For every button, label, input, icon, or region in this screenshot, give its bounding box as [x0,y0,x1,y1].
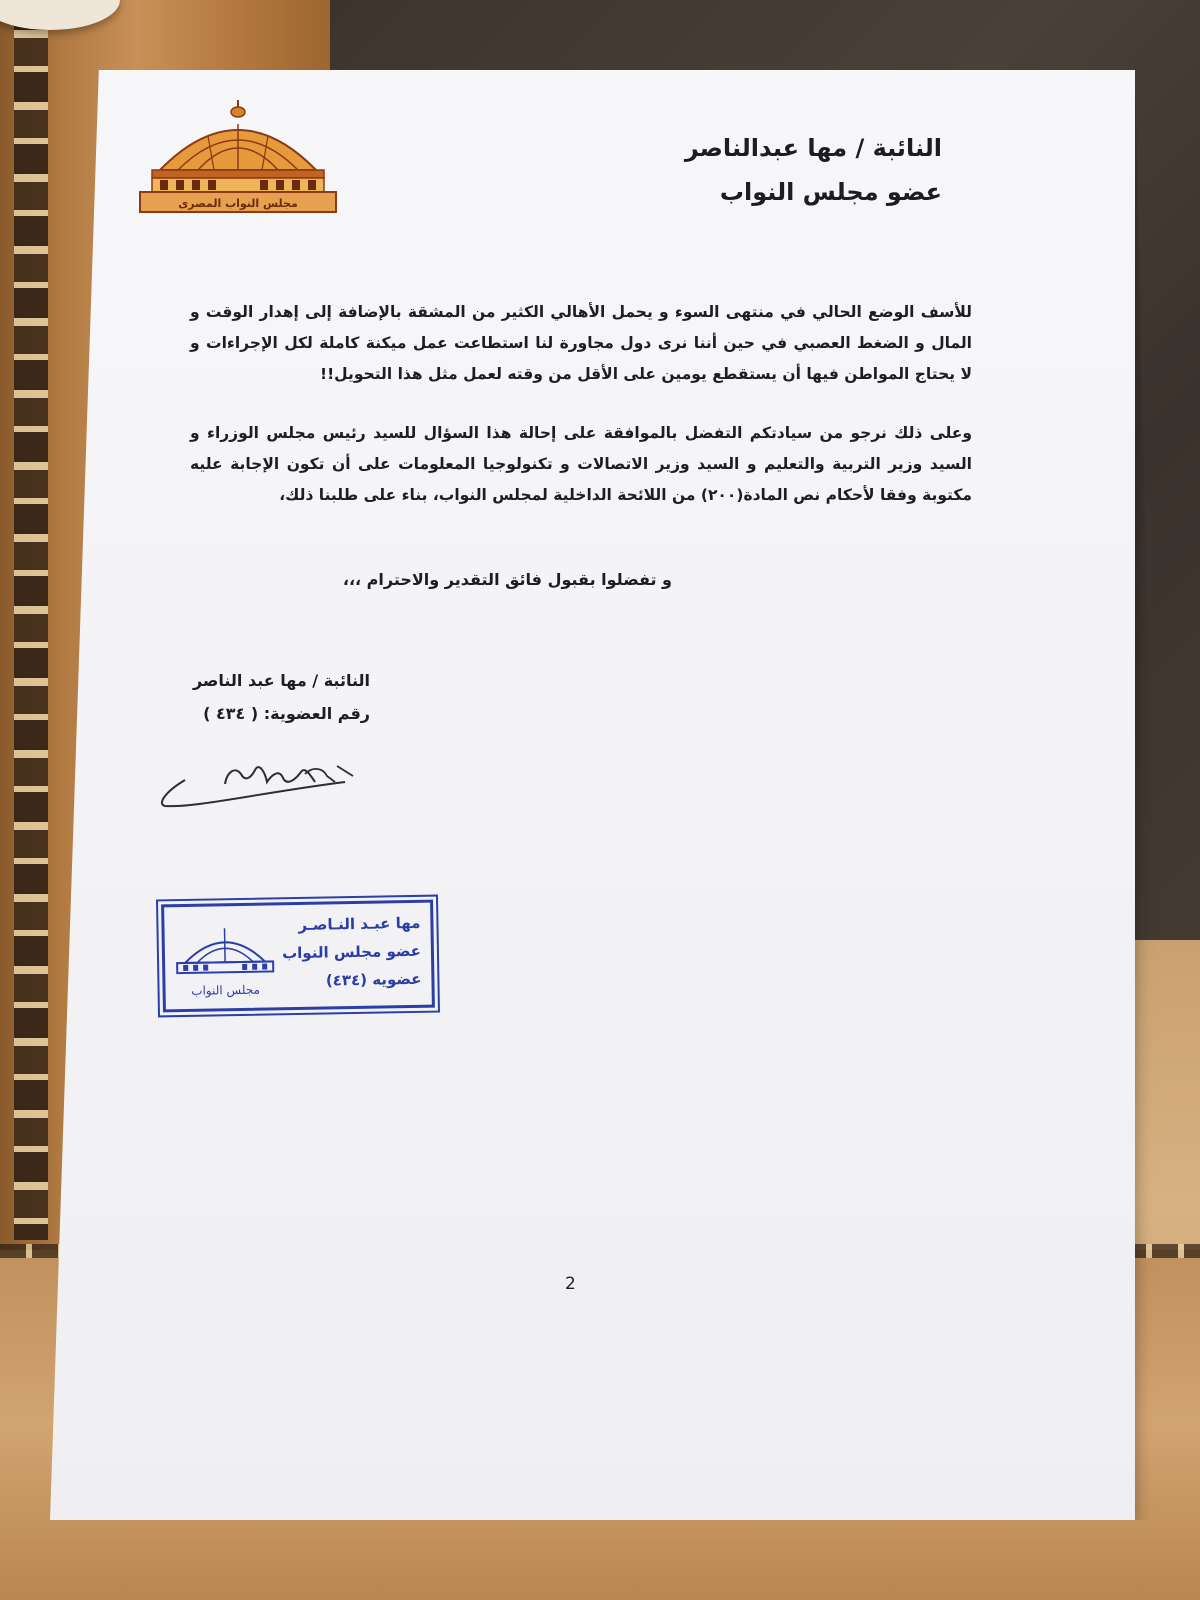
signatory-name: النائبة / مها عبد الناصر [192,671,370,690]
paragraph-2: وعلى ذلك نرجو من سيادتكم التفضل بالموافقة على إحالة هذا السؤال للسيد رئيس مجلس الوزراء و السيد وزير التربية والتعليم و السيد وزير الاتصالات و تكنولوجيا المعلومات على أن تكون الإجابة عليه مكتوبة وفقا لأحكام نص المادة(٢٠٠) من اللائحة الداخلية لمجلس النواب، بناء على طلبنا ذلك، [190,424,972,504]
page-number: 2 [565,1274,576,1294]
membership-number: رقم العضوية: ( ٤٣٤ ) [203,704,370,723]
parliament-logo [138,100,338,216]
stamp-title: عضو مجلس النواب [281,941,422,963]
sender-name: النائبة / مها عبدالناصر [684,134,942,162]
signature-block [180,664,370,730]
sender-title: عضو مجلس النواب [719,178,942,206]
stamp-membership: عضويه (٤٣٤) [325,969,422,990]
handwritten-signature [155,752,365,822]
logo-caption: مجلس النواب المصرى [178,197,298,210]
official-stamp [161,900,435,1013]
table-inlay-vertical [14,0,48,1240]
stamp-name: مها عبـد النـاصـر [298,913,421,934]
stamp-parliament-emblem [172,921,277,1007]
stamp-text [270,909,421,996]
stamp-logo-caption: مجلس النواب [191,982,261,998]
paragraph-1: للأسف الوضع الحالي في منتهى السوء و يحمل الأهالي الكثير من المشقة بالإضافة إلى إهدار الوقت و المال و الضغط العصبي في حين أننا نرى دول مجاورة لنا استطاعت عمل ميكنة كاملة لكل الإجراءات و لا يحتاج المواطن فيها أن يستقطع يومين على الأقل من وقته لعمل مثل هذا التحويل!! [190,303,972,383]
closing-line: و تفضلوا بقبول فائق التقدير والاحترام ،،، [342,570,672,589]
sender-header [542,126,942,214]
